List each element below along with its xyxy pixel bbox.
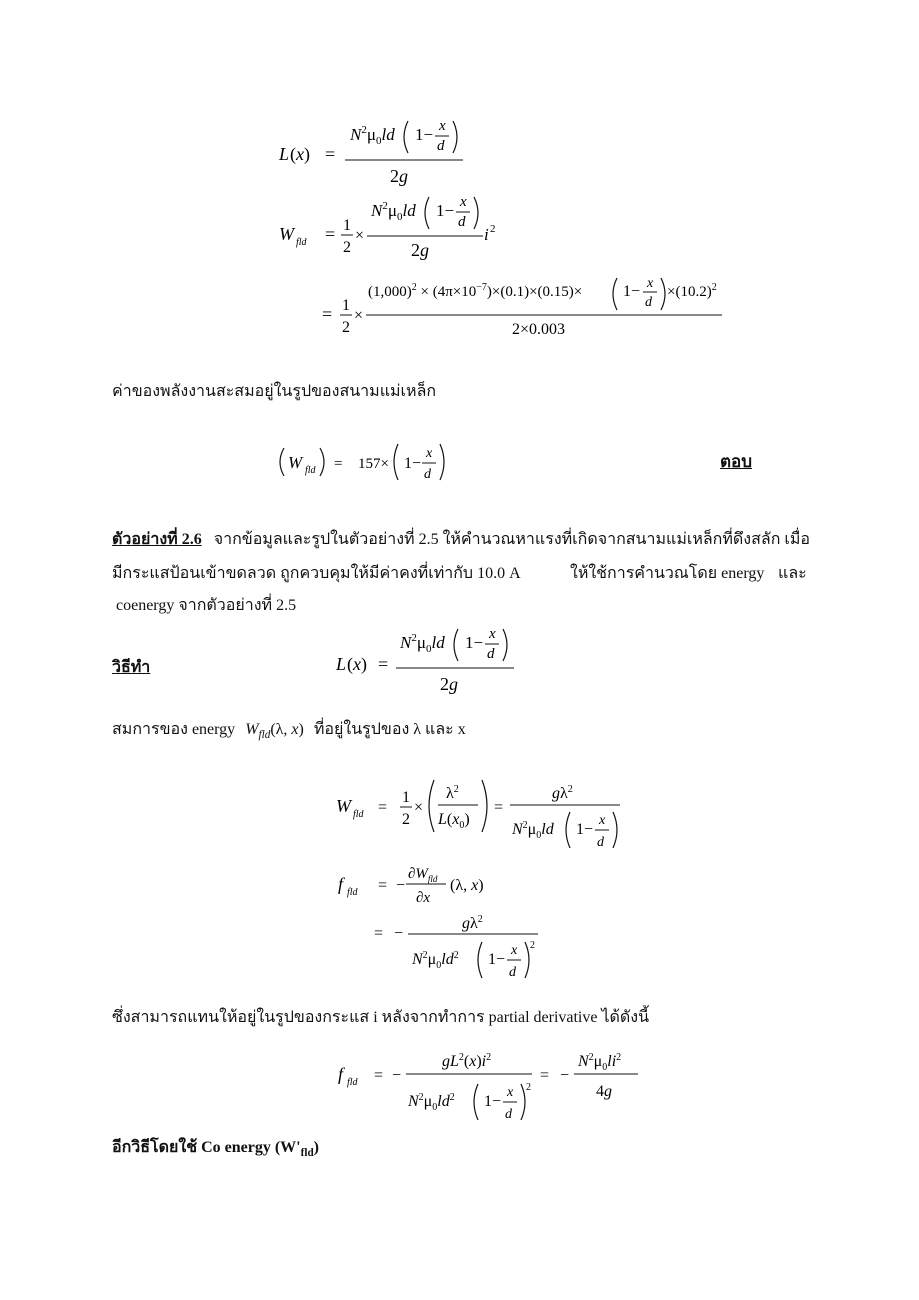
svg-text:2g: 2g [411, 240, 429, 260]
equation-ffld-current-svg [334, 1040, 654, 1130]
equation-ffld-lambda [370, 910, 570, 984]
svg-text:f: f [338, 1064, 344, 1084]
paragraph-energy-equation-a: สมการของ energy [112, 721, 236, 738]
svg-text:2g: 2g [390, 166, 408, 186]
equation-Wfld-1 [275, 192, 535, 262]
svg-text:=: = [378, 877, 388, 894]
svg-text:2×0.003: 2×0.003 [512, 321, 566, 338]
svg-text:gL2(x)i2: $gL^2(x)i^2$ [442, 1052, 492, 1070]
svg-text:N2μ0ld: $N^2\mu_0ld$ [350, 124, 395, 147]
svg-text:λ2: $\lambda^2$ [446, 784, 459, 802]
svg-text:2: 2 [530, 940, 535, 951]
equation-Lx-2-svg [334, 622, 534, 698]
svg-text:2: 2 [402, 811, 410, 828]
svg-text:d: d [505, 1107, 512, 1122]
svg-text:1: 1 [402, 789, 410, 806]
svg-text:x: x [460, 194, 467, 210]
equation-Lx-2 [334, 622, 534, 698]
svg-text:d: d [424, 467, 431, 482]
inline-lambda-x: (λ, x) [270, 721, 304, 738]
svg-text:(x): (x) [290, 144, 310, 164]
svg-text:x: x [489, 626, 496, 642]
svg-text:2g: 2g [440, 674, 458, 694]
svg-text:2: 2 [526, 1082, 531, 1093]
svg-text:x: x [426, 446, 433, 461]
example-line-1 [112, 530, 810, 550]
svg-text:1: 1 [342, 297, 350, 314]
svg-text:W: W [336, 796, 351, 816]
example-line-1-text: จากข้อมูลและรูปในตัวอย่างที่ 2.5 ให้คำนวณหาแรงที่เกิดจากสนามแม่เหล็กที่ดึงสลัก เมื่อ [213, 531, 810, 548]
svg-text:d: d [645, 295, 652, 310]
svg-text:4g: 4g [596, 1083, 612, 1100]
example-line-2a: มีกระแสป้อนเข้าขดลวด ถูกควบคุมให้มีค่าคงที่เท่ากับ 10.0 A [112, 565, 521, 582]
svg-text:N2μ0ld: $N^2\mu_0ld$ [371, 200, 416, 223]
svg-text:d: d [458, 214, 466, 230]
svg-text:=: = [325, 144, 336, 164]
svg-text:−: − [560, 1067, 570, 1084]
svg-text:∂Wfld: $\partial W_{fld}$ [408, 866, 438, 884]
paragraph-coenergy-sub: fld [300, 1147, 314, 1160]
svg-text:1−: 1− [484, 1093, 502, 1110]
equation-Lx-1 [275, 112, 475, 192]
paragraph-energy-stored: ค่าของพลังงานสะสมอยู่ในรูปของสนามแม่เหล็ก [112, 383, 437, 400]
equation-Lx-1-svg [275, 112, 475, 192]
svg-text:N2μ0ld2: $N^2\mu_0ld^2$ [412, 950, 459, 971]
svg-text:fld: fld [305, 465, 316, 476]
svg-text:x: x [599, 813, 606, 828]
equation-ffld-partial-svg [334, 862, 534, 912]
example-line-2c: และ [778, 565, 807, 582]
equation-ffld-lambda-svg [370, 910, 570, 984]
method-label: วิธีทำ [112, 659, 151, 676]
inline-Wfld: $W_{fld}$ [245, 721, 271, 742]
svg-text:N2μ0ld: $N^2\mu_0ld$ [512, 820, 554, 841]
equation-Wfld-result [276, 440, 476, 490]
svg-text:×: × [354, 307, 364, 324]
svg-text:gλ2: $g\lambda^2$ [462, 914, 483, 932]
paragraph-energy-equation-b: ที่อยู่ในรูปของ λ และ x [313, 721, 466, 738]
svg-text:=: = [494, 799, 504, 816]
svg-text:x: x [507, 1085, 514, 1100]
paragraph-coenergy-close: ) [313, 1139, 319, 1156]
svg-text:∂x: ∂x [416, 890, 431, 906]
example-title: ตัวอย่างที่ 2.6 [112, 531, 202, 548]
svg-text:L: L [279, 144, 290, 164]
svg-text:gλ2: $g\lambda^2$ [552, 784, 573, 802]
svg-text:d: d [597, 835, 604, 850]
svg-text:1−: 1− [488, 951, 506, 968]
svg-text:1−: 1− [436, 201, 455, 220]
equation-ffld-partial [334, 862, 534, 912]
svg-text:−: − [396, 877, 406, 894]
svg-text:(1,000)2 × (4π×10−7)×(0.1)×(0.: $(1,000)^2 \times (4\pi\times 10^{-7})\times(0.1)\times(0.15)\times$ [368, 282, 583, 300]
equation-Wfld-lambda [334, 772, 634, 860]
svg-text:fld: fld [296, 237, 307, 248]
svg-text:=: = [374, 1067, 384, 1084]
paragraph-energy-equation [112, 720, 466, 745]
svg-text:2: 2 [490, 223, 496, 235]
svg-text:1−: 1− [415, 125, 434, 144]
equation-ffld-current [334, 1040, 654, 1130]
svg-text:157×: 157× [358, 456, 389, 472]
equation-Wfld-result-svg [276, 440, 476, 490]
svg-text:(x): (x) [347, 654, 367, 674]
svg-text:2: 2 [342, 319, 350, 336]
svg-text:(λ, x): (λ, x) [450, 877, 484, 894]
svg-text:−: − [392, 1067, 402, 1084]
svg-text:L: L [336, 654, 347, 674]
answer-label: ตอบ [720, 452, 753, 471]
svg-text:=: = [378, 799, 388, 816]
paragraph-coenergy [112, 1138, 319, 1163]
svg-text:1−: 1− [623, 283, 641, 300]
svg-text:1−: 1− [404, 455, 422, 472]
svg-text:=: = [334, 456, 343, 472]
svg-text:N2μ0li2: $N^2\mu_0li^2$ [578, 1052, 622, 1073]
paragraph-current-form: ซึ่งสามารถแทนให้อยู่ในรูปของกระแส i หลังจากทำการ partial derivative ได้ดังนี้ [112, 1009, 650, 1026]
equation-Wfld-1-svg [275, 192, 535, 262]
svg-text:fld: fld [353, 809, 364, 820]
svg-text:d: d [509, 965, 516, 980]
svg-text:x: x [647, 276, 654, 291]
svg-text:=: = [325, 224, 336, 244]
svg-text:=: = [378, 654, 389, 674]
svg-text:2: 2 [343, 239, 351, 256]
svg-text:1−: 1− [465, 633, 484, 652]
example-line-2b: ให้ใช้การคำนวณโดย energy [570, 565, 765, 582]
svg-text:d: d [487, 646, 495, 662]
svg-text:fld: fld [347, 887, 358, 898]
equation-Wfld-lambda-svg [334, 772, 634, 860]
equation-Wfld-numeric-svg [320, 272, 740, 338]
svg-text:=: = [322, 304, 333, 324]
svg-text:=: = [374, 925, 384, 942]
svg-text:−: − [394, 925, 404, 942]
svg-text:1: 1 [343, 217, 351, 234]
svg-text:L(x0): $L(x_0)$ [438, 811, 470, 831]
svg-text:x: x [511, 943, 518, 958]
svg-text:d: d [437, 138, 445, 154]
svg-text:×: × [355, 227, 365, 244]
svg-text:x: x [439, 118, 446, 134]
svg-text:×: × [414, 799, 424, 816]
svg-text:N2μ0ld: $N^2\mu_0ld$ [400, 632, 445, 655]
svg-text:W: W [288, 453, 303, 472]
svg-text:W: W [279, 224, 294, 244]
svg-text:fld: fld [347, 1077, 358, 1088]
svg-text:f: f [338, 874, 344, 894]
svg-text:=: = [540, 1067, 550, 1084]
svg-text:1−: 1− [576, 821, 594, 838]
equation-Wfld-numeric [320, 272, 740, 338]
svg-text:i: i [484, 225, 489, 244]
svg-text:×(10.2)2: $\times(10.2)^2$ [667, 282, 717, 300]
example-line-3: coenergy จากตัวอย่างที่ 2.5 [116, 597, 297, 614]
paragraph-coenergy-text: อีกวิธีโดยใช้ Co energy (W' [112, 1139, 301, 1156]
svg-text:N2μ0ld2: $N^2\mu_0ld^2$ [408, 1092, 455, 1113]
